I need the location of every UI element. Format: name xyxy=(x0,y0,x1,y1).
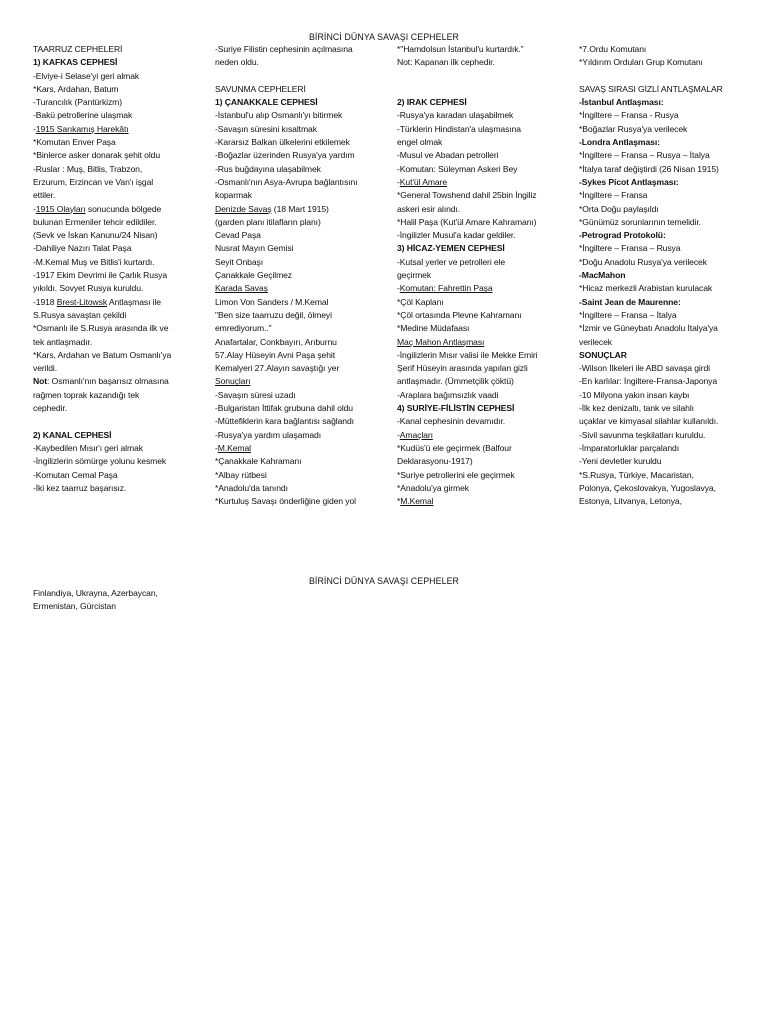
text-run: (18 Mart 1915) xyxy=(271,203,329,214)
section-heading: -İstanbul Antlaşması: xyxy=(579,97,664,108)
text-line xyxy=(33,203,171,216)
text-line: geçirmek xyxy=(397,270,432,281)
text-line: *Kurtuluş Savaşı önderliğine giden yol xyxy=(215,496,356,507)
line-spacer xyxy=(33,415,171,428)
text-run: - xyxy=(33,203,36,214)
line-spacer xyxy=(579,70,723,83)
text-line: -Kararsız Balkan ülkelerini etkilemek xyxy=(215,137,350,148)
text-line: *Orta Doğu paylaşıldı xyxy=(579,203,659,214)
text-line: *Komutan Enver Paşa xyxy=(33,137,116,148)
text-line: *Binlerce asker donarak şehit oldu xyxy=(33,150,161,161)
text-line: *S.Rusya, Türkiye, Macaristan, xyxy=(579,469,694,480)
text-line: *İngiltere – Fransa – Rusya – İtalya xyxy=(579,150,710,161)
text-line: *Boğazlar Rusya'ya verilecek xyxy=(579,123,688,134)
text-line: Deklarasyonu-1917) xyxy=(397,456,473,467)
text-line: -Komutan Cemal Paşa xyxy=(33,469,118,480)
text-line: koparmak xyxy=(215,190,252,201)
text-run: - xyxy=(33,123,36,134)
text-line: SAVAŞ SIRASI GİZLİ ANTLAŞMALAR xyxy=(579,83,723,94)
text-line: -Yeni devletler kuruldu xyxy=(579,456,662,467)
text-line xyxy=(215,203,358,216)
text-line: Limon Von Sanders / M.Kemal xyxy=(215,296,329,307)
text-run: Denizde Savaş xyxy=(215,203,272,214)
text-run: Brest-Litowsk xyxy=(56,296,108,307)
text-run: 1915 Sarıkamış Harekâtı xyxy=(35,123,129,134)
text-line: Sonuçları xyxy=(215,376,251,387)
text-run: * xyxy=(397,496,401,507)
text-line: *Doğu Anadolu Rusya'ya verilecek xyxy=(579,256,707,267)
text-line: Maç Mahon Antlaşması xyxy=(397,336,485,347)
text-line: *General Towshend dahil 25bin İngiliz xyxy=(397,190,537,201)
column-3 xyxy=(397,43,537,508)
text-line: -Savaşın süresini kısaltmak xyxy=(215,123,317,134)
text-line: TAARRUZ CEPHELERİ xyxy=(33,44,123,54)
text-line: -Rusya'ya karadan ulaşabilmek xyxy=(397,110,514,121)
text-line: S.Rusya savaştan çekildi xyxy=(33,309,127,320)
text-line: -1917 Ekim Devrimi ile Çarlık Rusya xyxy=(33,270,168,281)
text-line: -Dahiliye Nazırı Talat Paşa xyxy=(33,243,132,254)
text-line: -Elviye-i Selase'yi geri almak xyxy=(33,70,140,81)
text-line: Ermenistan, Gürcistan xyxy=(33,601,116,612)
text-line: -İlk kez denizaltı, tank ve silahlı xyxy=(579,403,694,414)
text-line: -Rus buğdayına ulaşabilmek xyxy=(215,163,321,174)
text-line: -Savaşın süresi uzadı xyxy=(215,389,296,400)
text-line: -Müttefiklerin kara bağlantısı sağlandı xyxy=(215,416,354,427)
text-line: *İngiltere – Fransa – Rusya xyxy=(579,243,681,254)
text-line: Nusrat Mayın Gemisi xyxy=(215,243,294,254)
text-line: -Ruslar : Muş, Bitlis, Trabzon, xyxy=(33,163,143,174)
text-run: - xyxy=(397,176,400,187)
text-line: Not: Kapanan ilk cephedir. xyxy=(397,57,495,68)
text-line: (garden planı itilafların planı) xyxy=(215,216,321,227)
text-line: -Rusya'ya yardım ulaşamadı xyxy=(215,429,322,440)
text-line: -Kutsal yerler ve petrolleri ele xyxy=(397,256,506,267)
text-line: -Türklerin Hindistan'a ulaşmasına xyxy=(397,123,521,134)
text-line: Karada Savaş xyxy=(215,283,268,294)
text-line: SAVUNMA CEPHELERİ xyxy=(215,83,306,94)
text-run: - xyxy=(215,442,218,453)
text-run: Amaçları xyxy=(399,429,433,440)
text-line: *Günümüz sorunlarının temelidir. xyxy=(579,216,701,227)
text-line: Finlandiya, Ukrayna, Azerbaycan, xyxy=(33,588,158,598)
text-line: cephedir. xyxy=(33,403,67,414)
text-line: verildi. xyxy=(33,363,58,374)
text-line: antlaşmadır. (Ümmetçilik çöktü) xyxy=(397,376,514,387)
section-heading: 3) HİCAZ-YEMEN CEPHESİ xyxy=(397,243,505,254)
section-heading: SONUÇLAR xyxy=(579,349,627,360)
text-line: -İmparatorluklar parçalandı xyxy=(579,442,679,453)
text-line: -Komutan: Süleyman Askeri Bey xyxy=(397,163,518,174)
text-line: -Kanal cephesinin devamıdır. xyxy=(397,416,506,427)
text-line: -Araplara bağımsızlık vaadi xyxy=(397,389,499,400)
text-line: *İngiltere – Fransa - Rusya xyxy=(579,110,679,121)
section-heading: 1) KAFKAS CEPHESİ xyxy=(33,57,118,68)
text-line: *Anadolu'da tanındı xyxy=(215,482,288,493)
text-run: sonucunda bölgede xyxy=(85,203,162,214)
page-title: BİRİNCİ DÜNYA SAVAŞI CEPHELER xyxy=(308,576,460,586)
text-line: Kemalyeri 27.Alayın savaştığı yer xyxy=(215,363,340,374)
text-line: *Albay rütbesi xyxy=(215,469,267,480)
text-run: - xyxy=(397,283,400,294)
section-heading: -Saint Jean de Maurenne: xyxy=(579,296,681,307)
text-line: -Suriye Filistin cephesinin açılmasına xyxy=(215,44,353,54)
section-heading: -Petrograd Protokolü: xyxy=(579,230,666,241)
text-line xyxy=(397,176,537,189)
page-title: BİRİNCİ DÜNYA SAVAŞI CEPHELER xyxy=(308,32,460,42)
text-line: *Kars, Ardahan, Batum xyxy=(33,83,119,94)
text-line: *Yıldırım Orduları Grup Komutanı xyxy=(579,57,703,68)
text-line: -Kaybedilen Mısır'ı geri almak xyxy=(33,442,143,453)
text-line: askeri esir alındı. xyxy=(397,203,461,214)
text-line xyxy=(397,282,537,295)
text-run: - xyxy=(397,429,400,440)
text-line: engel olmak xyxy=(397,137,443,148)
line-spacer xyxy=(215,70,358,83)
text-line: -M.Kemal Muş ve Bitlis'i kurtardı. xyxy=(33,256,155,267)
text-run: M.Kemal xyxy=(400,496,434,507)
text-line: *Halil Paşa (Kut'ül Amare Kahramanı) xyxy=(397,216,537,227)
text-run: Antlaşması ile xyxy=(107,296,161,307)
text-run: Kut'ül Amare xyxy=(399,176,448,187)
text-line xyxy=(397,429,537,442)
text-line: Anafartalar, Conkbayırı, Arıburnu xyxy=(215,336,337,347)
text-run: Not xyxy=(33,376,48,387)
text-line: bulunan Ermeniler tehcir edildiler. xyxy=(33,216,157,227)
text-run: 1915 Olayları xyxy=(35,203,86,214)
text-line: Estonya, Litvanya, Letonya, xyxy=(579,496,682,507)
text-line: tek antlaşmadır. xyxy=(33,336,93,347)
text-line xyxy=(33,296,171,309)
text-line: Polonya, Çekoslovakya, Yugoslavya, xyxy=(579,482,716,493)
text-line: *Medine Müdafaası xyxy=(397,323,470,334)
column-2 xyxy=(215,43,358,508)
text-line: Seyit Onbaşı xyxy=(215,256,264,267)
text-line xyxy=(215,442,358,455)
text-line: -En karlılar: İngiltere-Fransa-Japonya xyxy=(579,376,718,387)
text-line: -10 Milyona yakın insan kaybı xyxy=(579,389,690,400)
section-heading: 4) SURİYE-FİLİSTİN CEPHESİ xyxy=(397,403,515,414)
text-line: *Anadolu'ya girmek xyxy=(397,482,469,493)
text-line: *Kudüs'ü ele geçirmek (Balfour xyxy=(397,442,512,453)
text-run: Komutan: Fahrettin Paşa xyxy=(399,283,493,294)
text-line: (Sevk ve İskan Kanunu/24 Nisan) xyxy=(33,230,158,241)
text-run: -1918 xyxy=(33,296,57,307)
text-line: *Kars, Ardahan ve Batum Osmanlı'ya xyxy=(33,349,172,360)
text-line: *İzmir ve Güneybatı Anadolu İtalya'ya xyxy=(579,323,718,334)
text-line: 57.Alay Hüseyin Avni Paşa şehit xyxy=(215,349,335,360)
text-line: rağmen toprak kazandığı tek xyxy=(33,389,140,400)
section-heading: 2) KANAL CEPHESİ xyxy=(33,429,112,440)
text-line: -Bakü petrollerine ulaşmak xyxy=(33,110,133,121)
text-line: yıkıldı. Sovyet Rusya kuruldu. xyxy=(33,283,144,294)
text-run: : Osmanlı'nın başarısız olmasına xyxy=(47,376,169,387)
text-line: -İngilizlerin Mısır valisi ile Mekke Emiri xyxy=(397,349,538,360)
text-line: -Bulgaristan İttifak grubuna dahil oldu xyxy=(215,403,353,414)
section-heading: -MacMahon xyxy=(579,270,626,281)
text-line: -İngilizler Musul'a kadar geldiler. xyxy=(397,230,516,241)
text-line: *İngiltere – Fransa – İtalya xyxy=(579,309,677,320)
text-line: -İki kez taarruz başarısız. xyxy=(33,482,127,493)
text-line: *İngiltere – Fransa xyxy=(579,190,648,201)
text-line: *Suriye petrollerini ele geçirmek xyxy=(397,469,515,480)
text-line: "Ben size taarruzu değil, ölmeyi xyxy=(215,309,332,320)
text-line: verilecek xyxy=(579,336,613,347)
text-line xyxy=(33,375,171,388)
text-line: -Turancılık (Pantürkizm) xyxy=(33,97,122,108)
text-line: *Çöl Kaplanı xyxy=(397,296,444,307)
text-line xyxy=(397,495,537,508)
text-line: *"Hamdolsun İstanbul'u kurtardık." xyxy=(397,44,524,54)
text-line: *7.Ordu Komutanı xyxy=(579,44,647,54)
text-line: -İngilizlerin sömürge yolunu kesmek xyxy=(33,456,167,467)
line-spacer xyxy=(397,83,537,96)
text-run: M.Kemal xyxy=(217,442,251,453)
text-line: -Osmanlı'nın Asya-Avrupa bağlantısını xyxy=(215,176,358,187)
text-line: Erzurum, Erzincan ve Van'ı işgal xyxy=(33,176,154,187)
text-line: *Çanakkale Kahramanı xyxy=(215,456,302,467)
text-line: -Boğazlar üzerinden Rusya'ya yardım xyxy=(215,150,355,161)
text-line: emrediyorum.." xyxy=(215,323,272,334)
section-heading: 1) ÇANAKKALE CEPHESİ xyxy=(215,97,318,108)
text-line: *Hicaz merkezli Arabistan kurulacak xyxy=(579,283,713,294)
text-line: Cevad Paşa xyxy=(215,230,261,241)
column-4 xyxy=(579,43,723,508)
text-line: neden oldu. xyxy=(215,57,259,68)
text-line: Şerif Hüseyin arasında yapılan gizli xyxy=(397,363,528,374)
column-1 xyxy=(33,43,171,495)
text-line: -Wilson İlkeleri ile ABD savaşa girdi xyxy=(579,363,710,374)
section-heading: -Londra Antlaşması: xyxy=(579,137,660,148)
line-spacer xyxy=(397,70,537,83)
text-line: uçaklar ve kimyasal silahlar kullanıldı. xyxy=(579,416,719,427)
text-line: -İstanbul'u alıp Osmanlı'yı bitirmek xyxy=(215,110,343,121)
text-line: *Çöl ortasında Plevne Kahramanı xyxy=(397,309,522,320)
text-line: Çanakkale Geçilmez xyxy=(215,270,293,281)
section-heading: 2) IRAK CEPHESİ xyxy=(397,97,467,108)
text-line: *İtalya taraf değiştirdi (26 Nisan 1915) xyxy=(579,163,719,174)
text-line xyxy=(33,123,171,136)
column-1 xyxy=(33,587,158,614)
text-line: *Osmanlı ile S.Rusya arasında ilk ve xyxy=(33,323,169,334)
text-line: -Musul ve Abadan petrolleri xyxy=(397,150,499,161)
text-line: ettiler. xyxy=(33,190,56,201)
section-heading: -Sykes Picot Antlaşması: xyxy=(579,176,679,187)
text-line: -Sivil savunma teşkilatları kuruldu. xyxy=(579,429,706,440)
